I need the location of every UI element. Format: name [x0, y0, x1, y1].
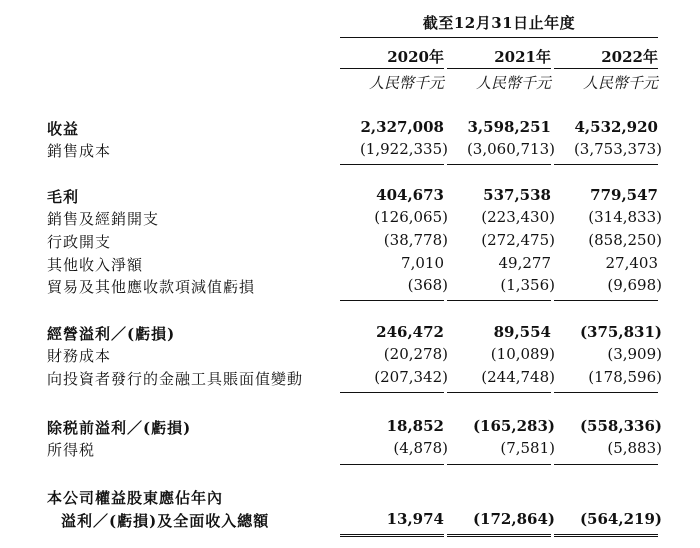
value-2022: (564,219)	[579, 510, 662, 528]
total-double-rule	[340, 534, 444, 537]
row-label: 財務成本	[47, 347, 112, 365]
value-2021: (3,060,713)	[466, 140, 555, 158]
value-2020: 246,472	[376, 323, 444, 341]
value-2020: (368)	[407, 276, 448, 294]
subtotal-rule	[340, 164, 444, 165]
row-label: 所得税	[47, 441, 96, 459]
value-2022: (558,336)	[579, 417, 662, 435]
subtotal-rule	[554, 392, 658, 393]
year-2021-header: 2021年	[494, 48, 551, 66]
value-2022: 4,532,920	[574, 118, 658, 136]
row-label-continued: 溢利／(虧損)及全面收入總額	[61, 512, 270, 530]
value-2021: 537,538	[483, 186, 551, 204]
row-fair-value-change	[0, 368, 700, 391]
subtotal-rule	[447, 300, 551, 301]
subtotal-rule	[554, 300, 658, 301]
row-profit-before-tax	[0, 417, 700, 440]
row-other-income	[0, 254, 700, 277]
row-finance-costs	[0, 345, 700, 368]
subtotal-rule	[554, 464, 658, 465]
subtotal-rule	[340, 300, 444, 301]
subtotal-rule	[447, 164, 551, 165]
unit-2020-header: 人民幣千元	[368, 74, 444, 92]
row-label: 行政開支	[47, 233, 112, 251]
row-income-tax	[0, 439, 700, 462]
value-2021: (165,283)	[472, 417, 555, 435]
value-2020: (1,922,335)	[359, 140, 448, 158]
period-header-rule	[340, 37, 658, 38]
row-label: 收益	[47, 120, 80, 138]
value-2022: (314,833)	[588, 208, 662, 226]
value-2022: (3,909)	[607, 345, 662, 363]
period-header: 截至12月31日止年度	[422, 14, 576, 32]
value-2021: 3,598,251	[467, 118, 551, 136]
value-2021: (244,748)	[481, 368, 555, 386]
row-revenue	[0, 118, 700, 141]
row-label: 貿易及其他應收款項減值虧損	[47, 278, 256, 296]
value-2020: 2,327,008	[360, 118, 444, 136]
value-2021: (272,475)	[481, 231, 555, 249]
row-gross-profit	[0, 186, 700, 209]
subtotal-rule	[340, 464, 444, 465]
subtotal-rule	[447, 392, 551, 393]
value-2020: (126,065)	[374, 208, 448, 226]
value-2021: (223,430)	[481, 208, 555, 226]
row-label: 經營溢利／(虧損)	[47, 325, 176, 343]
value-2022: (178,596)	[588, 368, 662, 386]
row-admin-expenses	[0, 231, 700, 254]
subtotal-rule	[447, 464, 551, 465]
value-2020: (207,342)	[374, 368, 448, 386]
value-2022: 779,547	[590, 186, 658, 204]
row-label: 向投資者發行的金融工具賬面值變動	[47, 370, 304, 388]
value-2021: (1,356)	[500, 276, 555, 294]
row-cost-of-sales	[0, 140, 700, 163]
subtotal-rule	[554, 164, 658, 165]
total-double-rule	[447, 534, 551, 537]
row-total-comprehensive-income	[0, 510, 700, 533]
total-double-rule	[554, 534, 658, 537]
value-2020: (4,878)	[393, 439, 448, 457]
value-2021: 49,277	[498, 254, 551, 272]
year-2020-rule	[340, 68, 444, 69]
row-operating-profit	[0, 323, 700, 346]
value-2022: 27,403	[605, 254, 658, 272]
value-2020: 13,974	[386, 510, 444, 528]
value-2022: (858,250)	[588, 231, 662, 249]
row-label: 銷售及經銷開支	[47, 210, 160, 228]
year-2022-header: 2022年	[601, 48, 658, 66]
value-2022: (3,753,373)	[573, 140, 662, 158]
value-2021: 89,554	[493, 323, 551, 341]
value-2020: (38,778)	[383, 231, 448, 249]
value-2021: (7,581)	[500, 439, 555, 457]
value-2020: 7,010	[401, 254, 444, 272]
unit-2021-header: 人民幣千元	[475, 74, 551, 92]
value-2022: (375,831)	[579, 323, 662, 341]
value-2022: (9,698)	[607, 276, 662, 294]
unit-2022-header: 人民幣千元	[582, 74, 658, 92]
value-2021: (172,864)	[472, 510, 555, 528]
year-2020-header: 2020年	[387, 48, 444, 66]
row-label: 除税前溢利／(虧損)	[47, 419, 192, 437]
value-2020: 18,852	[386, 417, 444, 435]
row-impairment-loss	[0, 276, 700, 299]
subtotal-rule	[340, 392, 444, 393]
value-2022: (5,883)	[607, 439, 662, 457]
row-selling-expenses	[0, 208, 700, 231]
row-label: 銷售成本	[47, 142, 112, 160]
year-2021-rule	[447, 68, 551, 69]
year-2022-rule	[554, 68, 658, 69]
row-label: 毛利	[47, 188, 80, 206]
value-2020: (20,278)	[383, 345, 448, 363]
row-label: 其他收入淨額	[47, 256, 144, 274]
value-2021: (10,089)	[490, 345, 555, 363]
row-label: 本公司權益股東應佔年內	[47, 489, 224, 507]
value-2020: 404,673	[376, 186, 444, 204]
row-total-heading	[0, 487, 700, 510]
